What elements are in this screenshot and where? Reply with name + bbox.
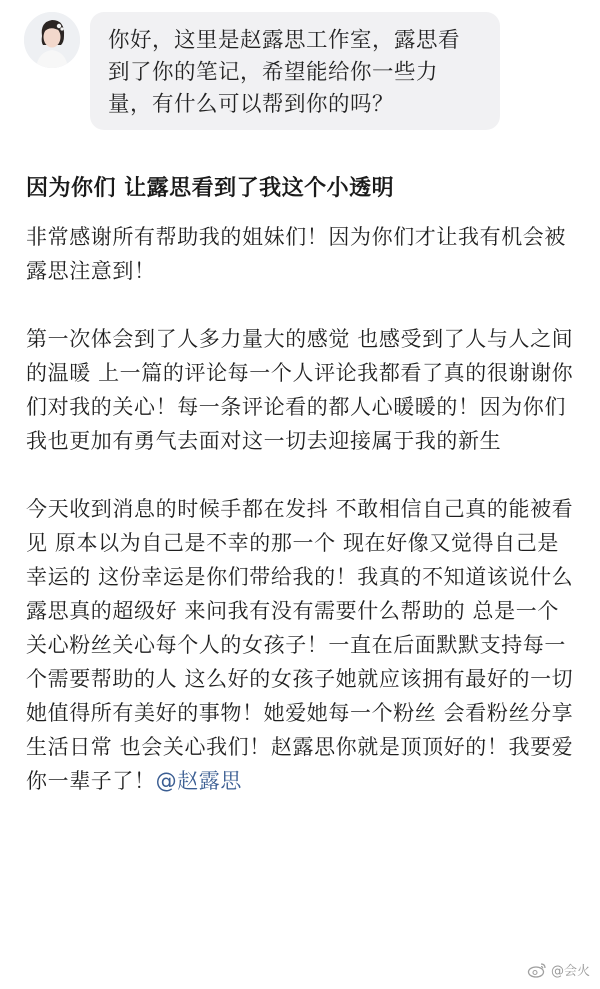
chat-bubble-text: 你好，这里是赵露思工作室，露思看到了你的笔记，希望能给你一些力量，有什么可以帮到你的吗？ <box>108 28 461 117</box>
post-body <box>26 220 578 798</box>
avatar-portrait-icon <box>24 12 80 68</box>
post-title: 因为你们 让露思看到了我这个小透明 <box>26 176 395 201</box>
chat-bubble <box>90 12 500 130</box>
avatar[interactable] <box>24 12 80 68</box>
post-paragraph-3-text: 今天收到消息的时候手都在发抖 不敢相信自己真的能被看见 原本以为自己是不幸的那一个 现在好像又觉得自己是幸运的 这份幸运是你们带给我的！我真的不知道该说什么 露思真的超级好 来问我有没有需要什么帮助的 总是一个关心粉丝关心每个人的女孩子！一直在后面默默支持每一个需要帮助的人 这么好的女孩子她就应该拥有最好的一切 她值得所有美好的事物！她爱她每一个粉丝 会看粉丝分享生活日常 也会关心我们！赵露思你就是顶顶好的！我要爱你一辈子了！ <box>26 497 574 793</box>
paragraph-spacer <box>26 288 578 322</box>
post-paragraph-3 <box>26 492 578 798</box>
paragraph-spacer <box>26 458 578 492</box>
watermark-text: @会火 <box>550 964 590 979</box>
mention-link[interactable]: @赵露思 <box>155 769 243 793</box>
weibo-logo-icon <box>527 962 547 978</box>
watermark <box>527 960 590 979</box>
post-paragraph-2: 第一次体会到了人多力量大的感觉 也感受到了人与人之间的温暖 上一篇的评论每一个人评论我都看了真的很谢谢你们对我的关心！每一条评论看的都人心暖暖的！因为你们我也更加有勇气去面对这一切去迎接属于我的新生 <box>26 327 574 453</box>
post-paragraph-1: 非常感谢所有帮助我的姐妹们！因为你们才让我有机会被露思注意到！ <box>26 225 566 283</box>
chat-message-row <box>20 12 580 140</box>
